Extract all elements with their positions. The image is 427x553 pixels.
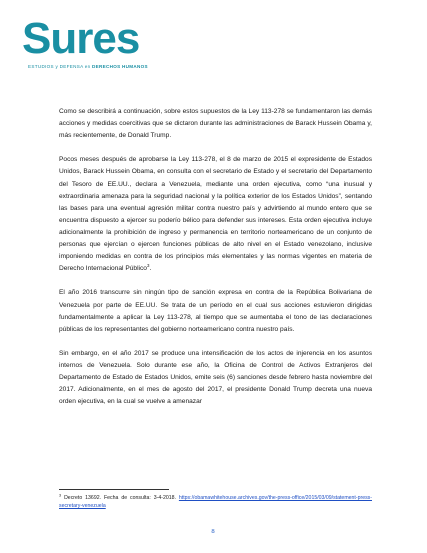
logo-wordmark: Sures — [22, 14, 140, 63]
footnote-text: Decreto 13692. Fecha de consulta: 3-4-2018. — [61, 495, 179, 501]
footnote — [59, 494, 372, 510]
logo-tagline-strong: DERECHOS HUMANOS — [92, 64, 148, 69]
paragraph-text: Sin embargo, en el año 2017 se produce una intensificación de los actos de injerencia en los asuntos internos de Venezuela. Solo durante ese año, la Oficina de Control de Activos Extranjeros del Departamento de Estado de Estados Unidos, emite seis (6) sanciones desde febrero hasta noviembre del 2017. Adicionalmente, en el mes de agosto del 2017, el presidente Donald Trump decreta una nueva orden ejecutiva, en la cual se vuelve a amenazar — [59, 349, 372, 406]
footnote-number: 3 — [59, 493, 62, 498]
paragraph-text: Como se describirá a continuación, sobre estos supuestos de la Ley 113-278 se fundamentaron las demás acciones y medidas coercitivas que se dictaron durante las administraciones de Barack Hussein Obama y, más recientemente, de Donald Trump. — [59, 108, 372, 140]
footnote-reference[interactable]: 3 — [146, 263, 150, 269]
paragraph-tail: . — [149, 265, 152, 273]
paragraph-1 — [59, 106, 372, 142]
document-body — [59, 106, 372, 420]
paragraph-text: Pocos meses después de aprobarse la Ley 113-278, el 8 de marzo de 2015 el expresidente de Estados Unidos, Barack Hussein Obama, en consulta con el secretario de Estado y el secretario del Departamento del Tesoro de EE.UU., declara a Venezuela, mediante una orden ejecutiva, como “una inusual y extraordinaria amenaza para la seguridad nacional y la política exterior de los Estados Unidos”, sentando las bases para una eventual agresión militar contra nuestro país y advirtiendo al mundo entero que se encuentra dispuesto a ejercer su poderío bélico para defender sus intereses. Esta orden ejecutiva incluye adicionalmente la prohibición de ingreso y permanencia en territorio norteamericano de un conjunto de personas que ejercían o ejercen funciones públicas de alto nivel en el Estado venezolano, inclusive imponiendo medidas en contra de los principios más elementales y las normas vigentes en materia de Derecho Internacional Público — [59, 156, 372, 273]
footnote-divider — [59, 489, 169, 490]
paragraph-text: El año 2016 transcurre sin ningún tipo de sanción expresa en contra de la República Bolivariana de Venezuela por parte de EE.UU. Se trata de un período en el cual sus acciones estuvieron dirigidas fundamentalmente a aplicar la Ley 113-278, al tiempo que se aumentaba el tono de las declaraciones públicas de los representantes del gobierno norteamericano contra nuestro país. — [59, 289, 372, 333]
paragraph-3 — [59, 287, 372, 335]
paragraph-2 — [59, 154, 372, 275]
logo-tagline-prefix: ESTUDIOS y DEFENSA en — [28, 64, 91, 69]
sures-logo — [22, 16, 154, 74]
page-number: 8 — [211, 528, 215, 535]
footnote-link[interactable]: https://obamawhitehouse.archives.gov/the-press-office/2015/03/09/statement-press-secretary-venezuela — [59, 495, 372, 510]
paragraph-4 — [59, 348, 372, 408]
logo-tagline — [28, 64, 148, 69]
